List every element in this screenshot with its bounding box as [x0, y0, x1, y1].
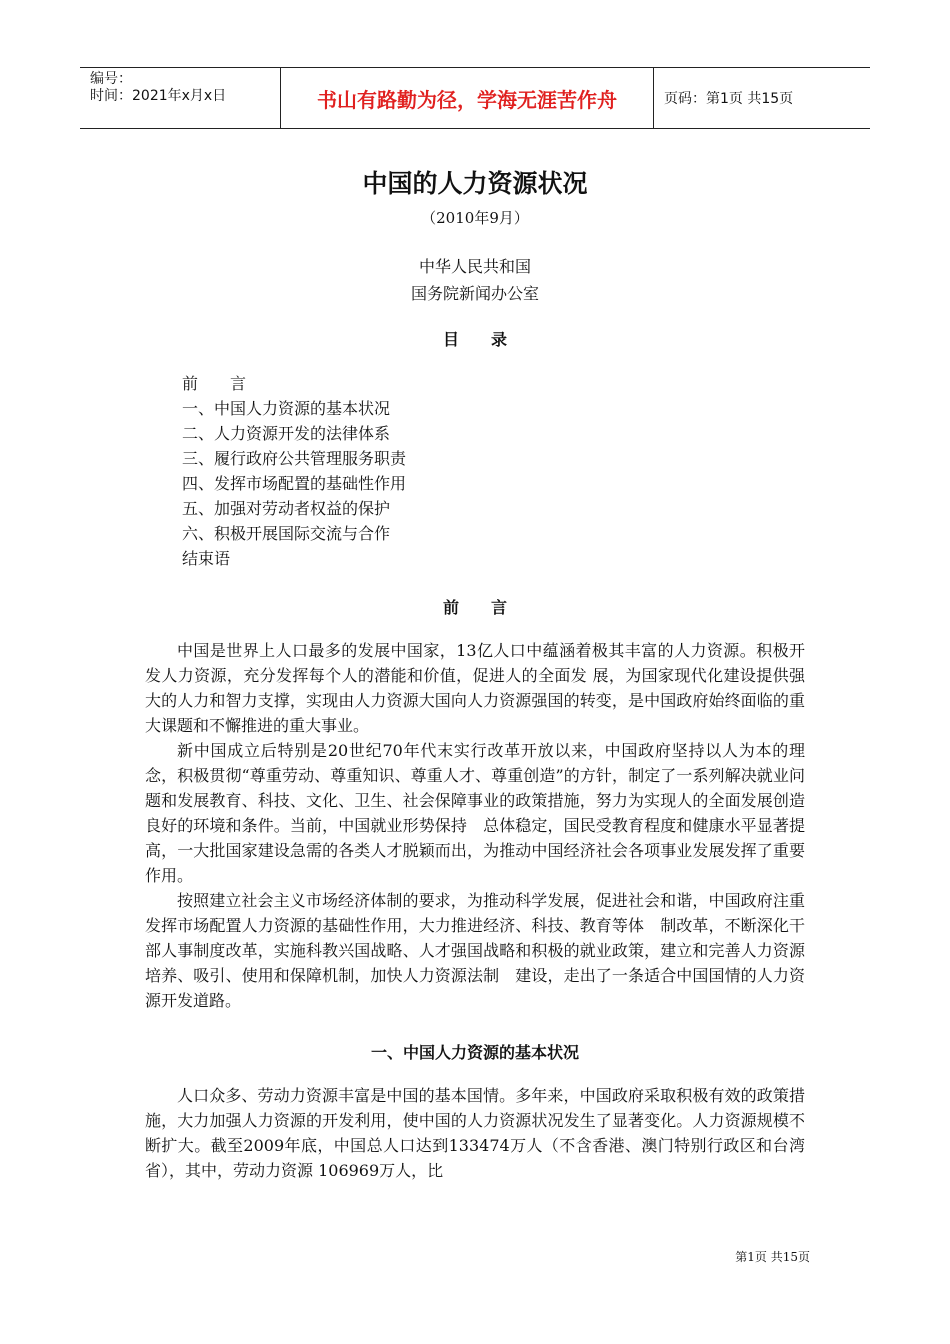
toc-item: 五、加强对劳动者权益的保护	[182, 499, 391, 518]
paragraph: 人口众多、劳动力资源丰富是中国的基本国情。多年来，中国政府采取积极有效的政策措施，大力加强人力资源的开发利用，使中国的人力资源状况发生了显著变化。人力资源规模不断扩大。截至2009年底，中国总人口达到133474万人（不含香港、澳门特别行政区和台湾省），其中，劳动力资源 106969万人，比	[145, 1086, 805, 1180]
header-motto: 书山有路勤为径，学海无涯苦作舟	[281, 68, 654, 128]
toc-heading: 目 录	[442, 330, 507, 349]
toc-item: 二、人力资源开发的法律体系	[182, 424, 391, 443]
header-meta-cell	[80, 68, 281, 128]
header-page-info: 页码：第1页 共15页	[664, 91, 794, 107]
toc-item: 结束语	[182, 549, 231, 568]
document-date: （2010年9月）	[421, 209, 529, 227]
document-title: 中国的人力资源状况	[362, 169, 588, 198]
number-label: 编号：	[90, 71, 132, 87]
table-of-contents	[182, 371, 406, 571]
paragraph: 按照建立社会主义市场经济体制的要求，为推动科学发展，促进社会和谐，中国政府注重发挥市场配置人力资源的基础性作用，大力推进经济、科技、教育等体 制改革，不断深化干部人事制度改革，实施科教兴国战略、人才强国战略和积极的就业政策，建立和完善人力资源培养、吸引、使用和保障机制，加快人力资源法制 建设，走出了一条适合中国国情的人力资源开发道路。	[145, 891, 805, 1010]
toc-item: 前 言	[182, 374, 247, 393]
preface-heading: 前 言	[442, 598, 507, 617]
issuing-org-line1: 中华人民共和国	[418, 257, 531, 276]
toc-item: 一、中国人力资源的基本状况	[182, 399, 391, 418]
time-label: 时间：2021年x月x日	[90, 88, 227, 104]
section1-body	[145, 1083, 805, 1183]
page-header	[80, 67, 870, 129]
preface-body	[145, 638, 805, 1013]
paragraph: 新中国成立后特别是20世纪70年代末实行改革开放以来，中国政府坚持以人为本的理念，积极贯彻“尊重劳动、尊重知识、尊重人才、尊重创造”的方针，制定了一系列解决就业问题和发展教育、科技、文化、卫生、社会保障事业的政策措施，努力为实现人的全面发展创造良好的环境和条件。当前，中国就业形势保持 总体稳定，国民受教育程度和健康水平显著提高，一大批国家建设急需的各类人才脱颖而出，为推动中国经济社会各项事业发展发挥了重要作用。	[145, 741, 805, 885]
page-footer: 第1页 共15页	[735, 1250, 810, 1264]
issuing-org-line2: 国务院新闻办公室	[410, 284, 539, 303]
toc-item: 三、履行政府公共管理服务职责	[182, 449, 407, 468]
toc-item: 四、发挥市场配置的基础性作用	[182, 474, 407, 493]
toc-item: 六、积极开展国际交流与合作	[182, 524, 391, 543]
paragraph: 中国是世界上人口最多的发展中国家，13亿人口中蕴涵着极其丰富的人力资源。积极开发人力资源，充分发挥每个人的潜能和价值，促进人的全面发 展，为国家现代化建设提供强大的人力和智力支撑，实现由人力资源大国向人力资源强国的转变，是中国政府始终面临的重大课题和不懈推进的重大事业。	[145, 641, 805, 735]
section1-heading: 一、中国人力资源的基本状况	[370, 1043, 579, 1062]
